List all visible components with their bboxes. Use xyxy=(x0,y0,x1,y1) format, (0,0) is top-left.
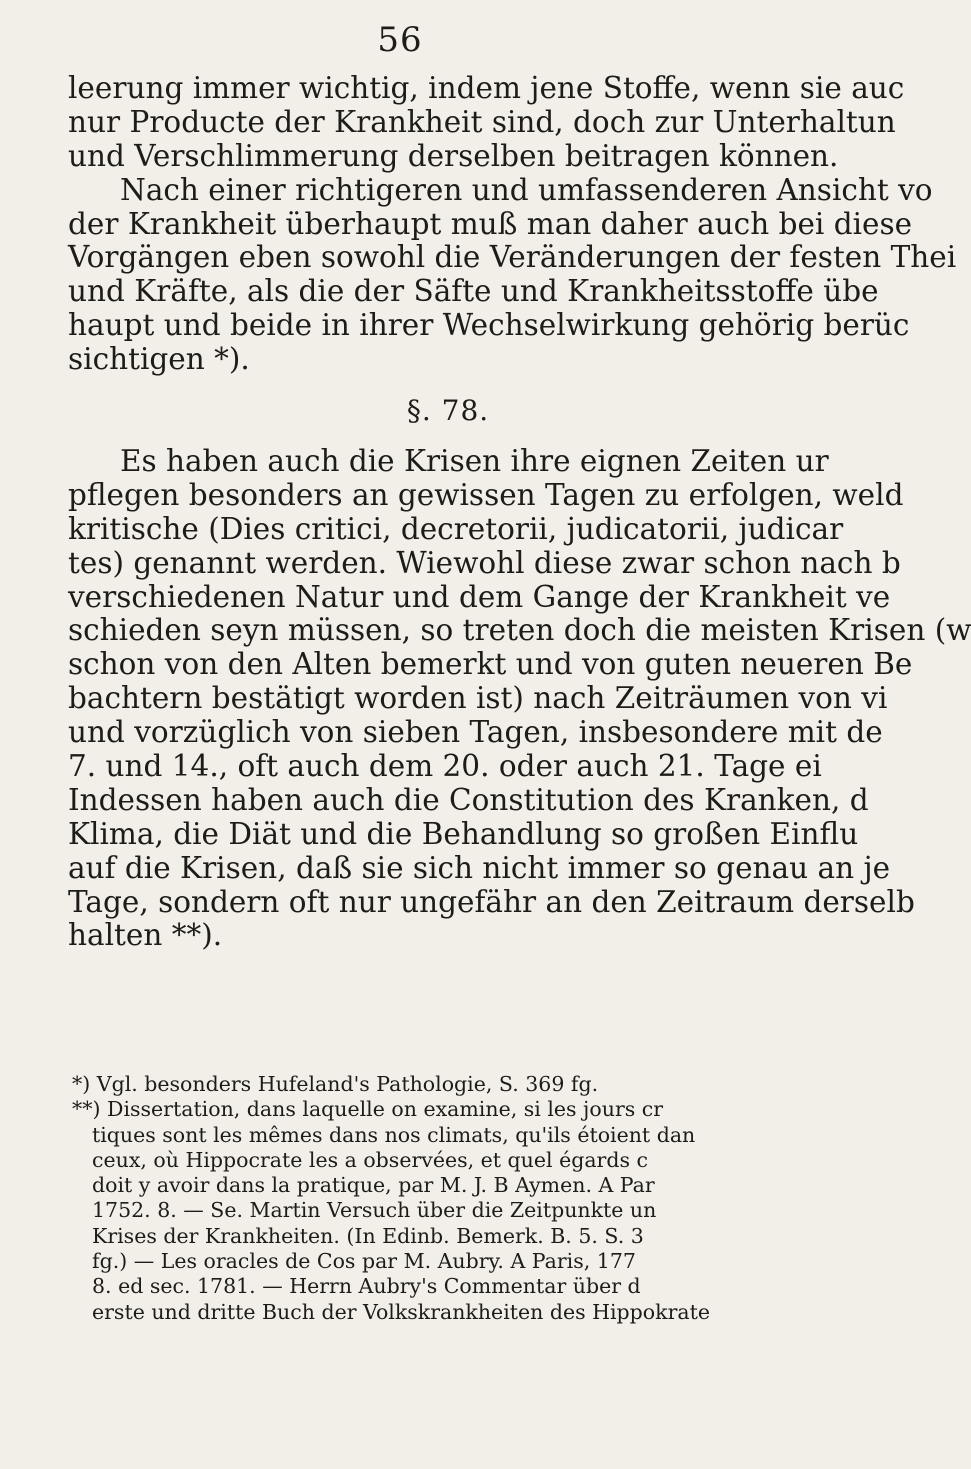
footnotes xyxy=(72,1072,794,1325)
text-line: und Kräfte, als die der Säfte und Krankheitsstoffe übe xyxy=(68,274,879,309)
footnote-line: doit y avoir dans la pratique, par M. J. B Aymen. A Par xyxy=(92,1173,655,1198)
text-line: Tage, sondern oft nur ungefähr an den Zeitraum derselb xyxy=(68,884,915,919)
text-line: Indessen haben auch die Constitution des Kranken, d xyxy=(68,782,869,817)
footnote-2 xyxy=(72,1097,794,1325)
footnote-line: *) Vgl. besonders Hufeland's Pathologie, S. 369 fg. xyxy=(72,1072,599,1096)
text-line: Es haben auch die Krisen ihre eignen Zeiten ur xyxy=(120,444,829,479)
text-line: schon von den Alten bemerkt und von guten neueren Be xyxy=(68,647,913,682)
text-line: bachtern bestätigt worden ist) nach Zeiträumen von vi xyxy=(68,681,888,716)
text-line: der Krankheit überhaupt muß man daher auch bei diese xyxy=(68,206,913,241)
main-text xyxy=(68,71,971,953)
page-number: 56 xyxy=(377,20,423,60)
footnote-line: 1752. 8. — Se. Martin Versuch über die Zeitpunkte un xyxy=(92,1198,657,1223)
footnote-line: fg.) — Les oracles de Cos par M. Aubry. A Paris, 177 xyxy=(92,1249,636,1274)
text-line: halten **). xyxy=(68,918,223,953)
text-line: Vorgängen eben sowohl die Veränderungen der festen Thei xyxy=(68,240,957,275)
text-line: Klima, die Diät und die Behandlung so großen Einflu xyxy=(68,816,859,851)
text-line: tes) genannt werden. Wiewohl diese zwar schon nach b xyxy=(68,545,901,580)
text-line: leerung immer wichtig, indem jene Stoffe, wenn sie auc xyxy=(68,71,905,105)
text-line: und Verschlimmerung derselben beitragen können. xyxy=(68,138,839,173)
paragraph-crises xyxy=(68,444,971,953)
text-line: verschiedenen Natur und dem Gange der Krankheit ve xyxy=(68,579,891,614)
text-line: schieden seyn müssen, so treten doch die meisten Krisen (w xyxy=(68,613,971,648)
footnote-line: 8. ed sec. 1781. — Herrn Aubry's Commentar über d xyxy=(92,1274,641,1299)
section-heading: §. 78. xyxy=(406,394,490,428)
text-line: auf die Krisen, daß sie sich nicht immer so genau an je xyxy=(68,850,891,885)
paragraph-continuation xyxy=(68,71,905,174)
text-line: und vorzüglich von sieben Tagen, insbesondere mit de xyxy=(68,715,883,750)
text-line: Nach einer richtigeren und umfassenderen Ansicht vo xyxy=(120,172,933,207)
text-line: haupt und beide in ihrer Wechselwirkung gehörig berüc xyxy=(68,308,910,343)
text-line: pflegen besonders an gewissen Tagen zu erfolgen, weld xyxy=(68,477,904,512)
footnote-1 xyxy=(72,1072,794,1097)
footnote-line: tiques sont les mêmes dans nos climats, qu'ils étoient dan xyxy=(92,1122,696,1147)
footnote-line: ceux, où Hippocrate les a observées, et quel égards c xyxy=(92,1147,648,1172)
footnote-line: Krises der Krankheiten. (In Edinb. Bemerk. B. 5. S. 3 xyxy=(92,1223,644,1248)
text-line: kritische (Dies critici, decretorii, judicatorii, judicar xyxy=(68,511,844,546)
footnote-line: **) Dissertation, dans laquelle on examine, si les jours cr xyxy=(72,1097,664,1122)
footnote-line: erste und dritte Buch der Volkskrankheiten des Hippokrate xyxy=(92,1299,710,1324)
text-line: 7. und 14., oft auch dem 20. oder auch 21. Tage ei xyxy=(68,749,822,784)
paragraph-view-of-disease xyxy=(68,172,957,377)
text-line: nur Producte der Krankheit sind, doch zur Unterhaltun xyxy=(68,104,896,139)
text-line: sichtigen *). xyxy=(68,342,250,377)
